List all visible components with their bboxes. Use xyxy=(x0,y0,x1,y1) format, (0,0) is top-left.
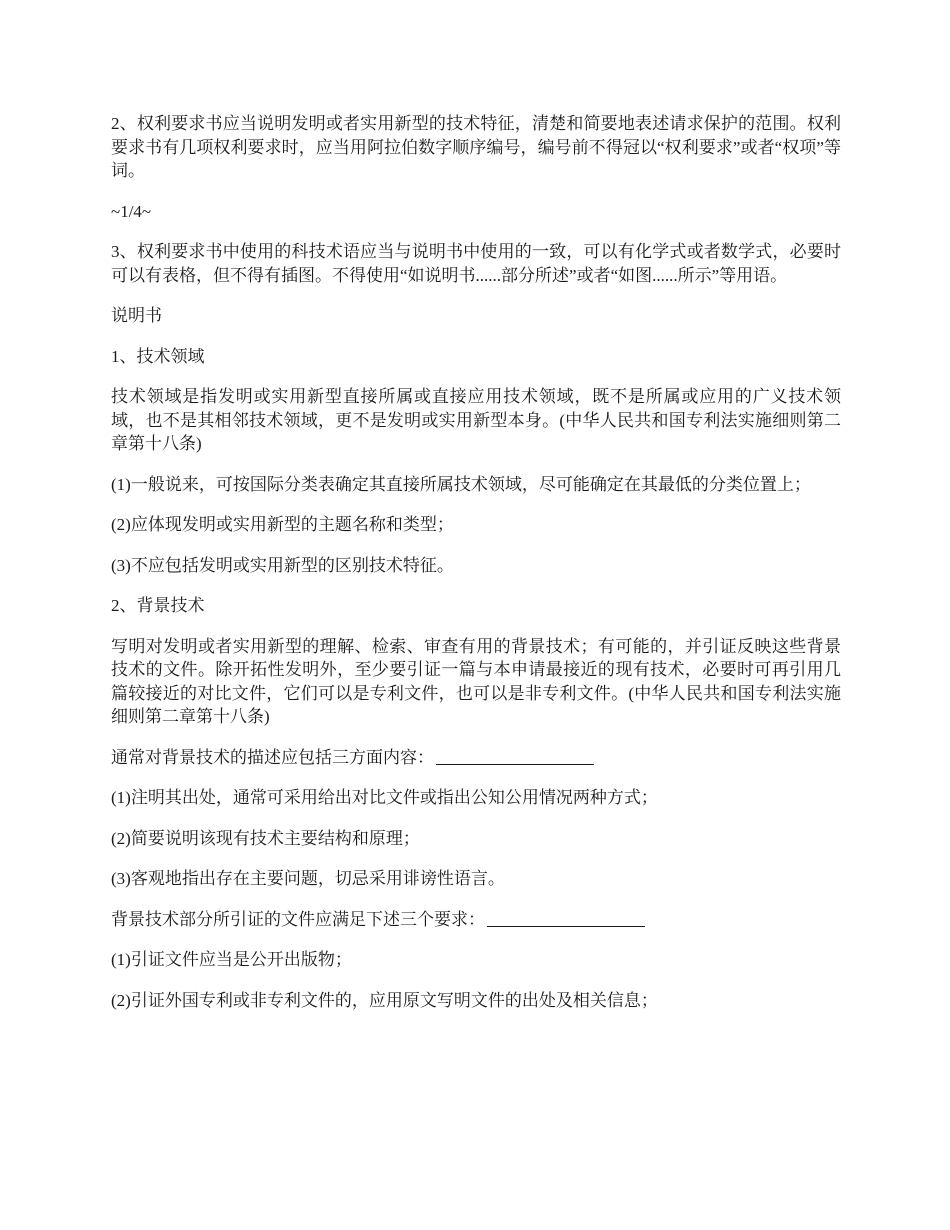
page-marker: ~1/4~ xyxy=(111,201,152,221)
claims-rule-3: 3、权利要求书中使用的科技术语应当与说明书中使用的一致，可以有化学式或者数学式，必要时可以有表格，但不得有插图。不得使用“如说明书......部分所述”或者“如图......所示”等用语。 xyxy=(111,242,841,285)
background-desc-intro-line xyxy=(111,746,841,770)
background-ref-item-2: (2)引证外国专利或非专利文件的，应用原文写明文件的出处及相关信息； xyxy=(111,990,658,1010)
background-body: 写明对发明或者实用新型的理解、检索、审查有用的背景技术；有可能的，并引证反映这些背景技术的文件。除开拓性发明外，至少要引证一篇与本申请最接近的现有技术，必要时可再引用几篇较接近的对比文件，它们可以是专利文件，也可以是非专利文件。(中华人民共和国专利法实施细则第二章第十八条) xyxy=(111,636,841,726)
document-page xyxy=(111,112,841,1029)
fill-blank-line xyxy=(487,909,645,927)
background-desc-intro: 通常对背景技术的描述应包括三方面内容： xyxy=(111,747,434,767)
tech-field-body: 技术领域是指发明或实用新型直接所属或直接应用技术领域，既不是所属或应用的广义技术领域，也不是其相邻技术领域，更不是发明或实用新型本身。(中华人民共和国专利法实施细则第二章第十八条) xyxy=(111,387,841,453)
tech-field-item-3: (3)不应包括发明或实用新型的区别技术特征。 xyxy=(111,555,454,575)
tech-field-item-2: (2)应体现发明或实用新型的主题名称和类型； xyxy=(111,515,454,534)
background-desc-item-2: (2)简要说明该现有技术主要结构和原理； xyxy=(111,828,420,848)
claims-rule-2: 2、权利要求书应当说明发明或者实用新型的技术特征，清楚和简要地表述请求保护的范围。权利要求书有几项权利要求时，应当用阿拉伯数字顺序编号，编号前不得冠以“权利要求”或者“权项”等词。 xyxy=(111,114,841,180)
section-title: 说明书 xyxy=(111,306,162,325)
tech-field-item-1: (1)一般说来，可按国际分类表确定其直接所属技术领域，尽可能确定在其最低的分类位置上； xyxy=(111,474,811,494)
background-ref-intro: 背景技术部分所引证的文件应满足下述三个要求： xyxy=(111,909,485,929)
background-heading: 2、背景技术 xyxy=(111,596,205,615)
background-desc-item-1: (1)注明其出处，通常可采用给出对比文件或指出公知公用情况两种方式； xyxy=(111,788,658,807)
background-desc-item-3: (3)客观地指出存在主要问题，切忌采用诽谤性语言。 xyxy=(111,869,505,888)
tech-field-heading: 1、技术领域 xyxy=(111,346,205,366)
background-ref-item-1: (1)引证文件应当是公开出版物； xyxy=(111,950,352,969)
fill-blank-line xyxy=(436,747,594,765)
background-ref-intro-line xyxy=(111,908,841,932)
